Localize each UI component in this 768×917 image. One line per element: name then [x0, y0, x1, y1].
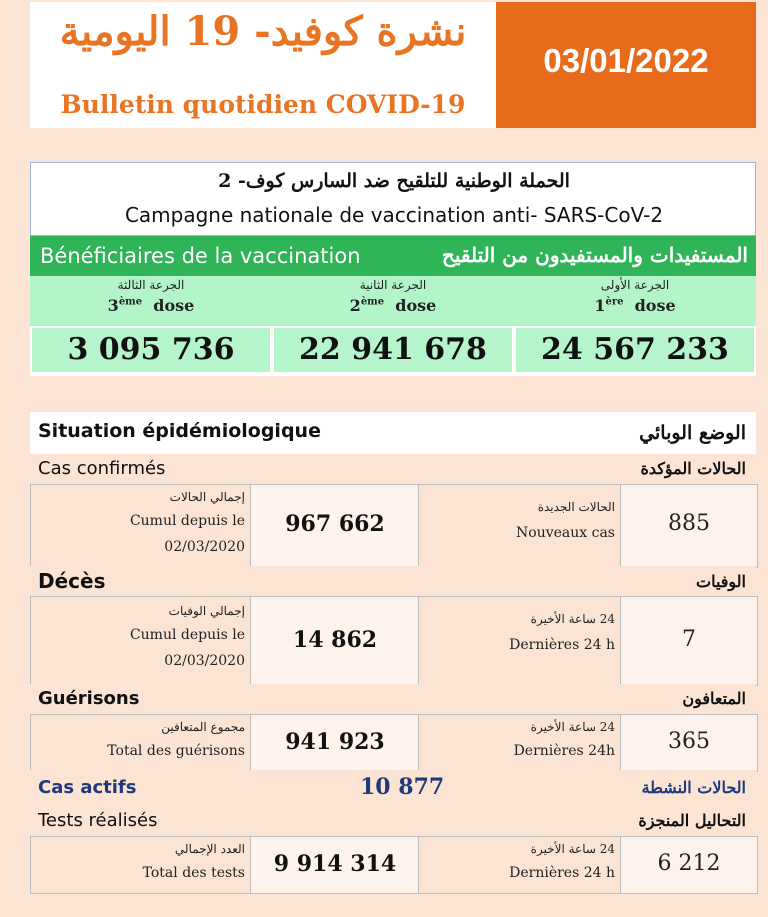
dose-2-value: 22 941 678 — [274, 328, 512, 372]
confirmed-new-cell — [620, 484, 758, 568]
deaths-new-label-cell — [418, 596, 622, 686]
active-label-french: Cas actifs — [38, 777, 137, 798]
dose-2-label — [272, 278, 514, 315]
recoveries-header — [30, 684, 756, 714]
header-title-panel — [30, 2, 496, 128]
tests-new-value: 6 212 — [657, 851, 721, 876]
deaths-total-value: 14 862 — [292, 627, 378, 653]
dose-3-ordinal: 3 — [107, 296, 119, 315]
recoveries-new-label-cell — [418, 714, 622, 772]
deaths-total-cell — [250, 596, 420, 686]
active-cases-value: 10 877 — [360, 774, 445, 800]
active-label-arabic: الحالات النشطة — [641, 778, 746, 797]
tests-label-arabic: التحاليل المنجزة — [638, 811, 746, 830]
campaign-title-french: Campagne nationale de vaccination anti- SARS-CoV-2 — [124, 203, 664, 227]
dose-2-ordinal: 2 — [349, 296, 361, 315]
tests-total-value: 9 914 314 — [273, 851, 397, 877]
confirmed-total-label-cell — [30, 484, 252, 568]
tests-new-label-french: Dernières 24 h — [509, 865, 615, 881]
dose-2-arabic: الجرعة الثانية — [359, 278, 427, 292]
dose-1-word: dose — [634, 296, 676, 315]
campaign-title-arabic: الحملة الوطنية للتلقيح ضد السارس كوف- 2 — [218, 170, 570, 192]
confirmed-total-cell — [250, 484, 420, 568]
confirmed-new-value: 885 — [668, 511, 710, 536]
dose-1-value: 24 567 233 — [516, 328, 754, 372]
recoveries-total-cell — [250, 714, 420, 772]
header-date-panel — [496, 2, 756, 128]
tests-total-label-arabic: العدد الإجمالي — [174, 842, 245, 856]
recoveries-label-french: Guérisons — [38, 688, 140, 709]
confirmed-total-value: 967 662 — [285, 511, 385, 537]
confirmed-total-label-french: Cumul depuis le — [129, 513, 245, 529]
recoveries-total-label-arabic: مجموع المتعافين — [161, 720, 245, 734]
dose-3-label — [30, 278, 272, 315]
dose-labels-row — [30, 276, 756, 326]
deaths-total-date: 02/03/2020 — [164, 653, 245, 669]
title-arabic: نشرة كوفيد- 19 اليومية — [59, 8, 467, 55]
tests-new-cell — [620, 836, 758, 894]
beneficiaries-label-arabic: المستفيدات والمستفيدون من التلقيح — [441, 243, 748, 267]
beneficiaries-label-french: Bénéficiaires de la vaccination — [40, 244, 361, 268]
tests-header — [30, 806, 756, 836]
dose-1-arabic: الجرعة الأولى — [600, 278, 670, 292]
confirmed-new-label-arabic: الحالات الجديدة — [537, 500, 615, 514]
vaccination-campaign-box — [30, 162, 756, 236]
deaths-new-label-french: Dernières 24 h — [509, 637, 615, 653]
dose-values-row — [30, 326, 756, 376]
confirmed-header — [30, 454, 756, 484]
deaths-header — [30, 566, 756, 596]
title-french: Bulletin quotidien COVID-19 — [60, 90, 466, 119]
confirmed-total-label-arabic: إجمالي الحالات — [169, 490, 245, 504]
deaths-total-label-arabic: إجمالي الوفيات — [168, 604, 245, 618]
active-cases-row — [30, 770, 756, 806]
tests-label-french: Tests réalisés — [38, 810, 158, 831]
recoveries-total-value: 941 923 — [285, 729, 385, 755]
epi-title-french: Situation épidémiologique — [38, 420, 321, 442]
dose-2-word: dose — [395, 296, 437, 315]
dose-3-value: 3 095 736 — [32, 328, 270, 372]
tests-total-label-french: Total des tests — [142, 865, 245, 881]
deaths-total-label-french: Cumul depuis le — [129, 627, 245, 643]
dose-1-suffix: ère — [605, 296, 624, 308]
recoveries-total-label-cell — [30, 714, 252, 772]
confirmed-new-label-french: Nouveaux cas — [516, 525, 615, 541]
recoveries-new-value: 365 — [668, 729, 710, 754]
bulletin-date: 03/01/2022 — [543, 42, 709, 79]
deaths-new-value: 7 — [682, 627, 696, 652]
deaths-total-label-cell — [30, 596, 252, 686]
dose-1-label — [514, 278, 756, 315]
dose-3-word: dose — [153, 296, 195, 315]
tests-new-label-cell — [418, 836, 622, 894]
recoveries-new-label-arabic: 24 ساعة الأخيرة — [530, 720, 615, 734]
dose-1-ordinal: 1 — [594, 296, 606, 315]
epi-title-row — [30, 412, 756, 455]
confirmed-new-label-cell — [418, 484, 622, 568]
dose-3-suffix: ème — [118, 296, 143, 308]
confirmed-label-arabic: الحالات المؤكدة — [640, 459, 746, 478]
epidemiological-situation-panel — [30, 412, 756, 892]
recoveries-new-cell — [620, 714, 758, 772]
tests-total-cell — [250, 836, 420, 894]
epi-title-arabic: الوضع الوبائي — [639, 422, 746, 444]
recoveries-new-label-french: Dernières 24h — [513, 743, 615, 759]
confirmed-label-french: Cas confirmés — [38, 458, 166, 479]
deaths-label-french: Décès — [38, 569, 106, 593]
confirmed-total-date: 02/03/2020 — [164, 539, 245, 555]
recoveries-total-label-french: Total des guérisons — [107, 743, 245, 759]
dose-2-suffix: ème — [360, 296, 385, 308]
deaths-new-cell — [620, 596, 758, 686]
tests-total-label-cell — [30, 836, 252, 894]
dose-3-arabic: الجرعة الثالثة — [117, 278, 185, 292]
deaths-new-label-arabic: 24 ساعة الأخيرة — [530, 612, 615, 626]
tests-new-label-arabic: 24 ساعة الأخيرة — [530, 842, 615, 856]
recoveries-label-arabic: المتعافون — [682, 689, 746, 708]
beneficiaries-bar — [30, 236, 756, 276]
deaths-label-arabic: الوفيات — [696, 572, 746, 591]
